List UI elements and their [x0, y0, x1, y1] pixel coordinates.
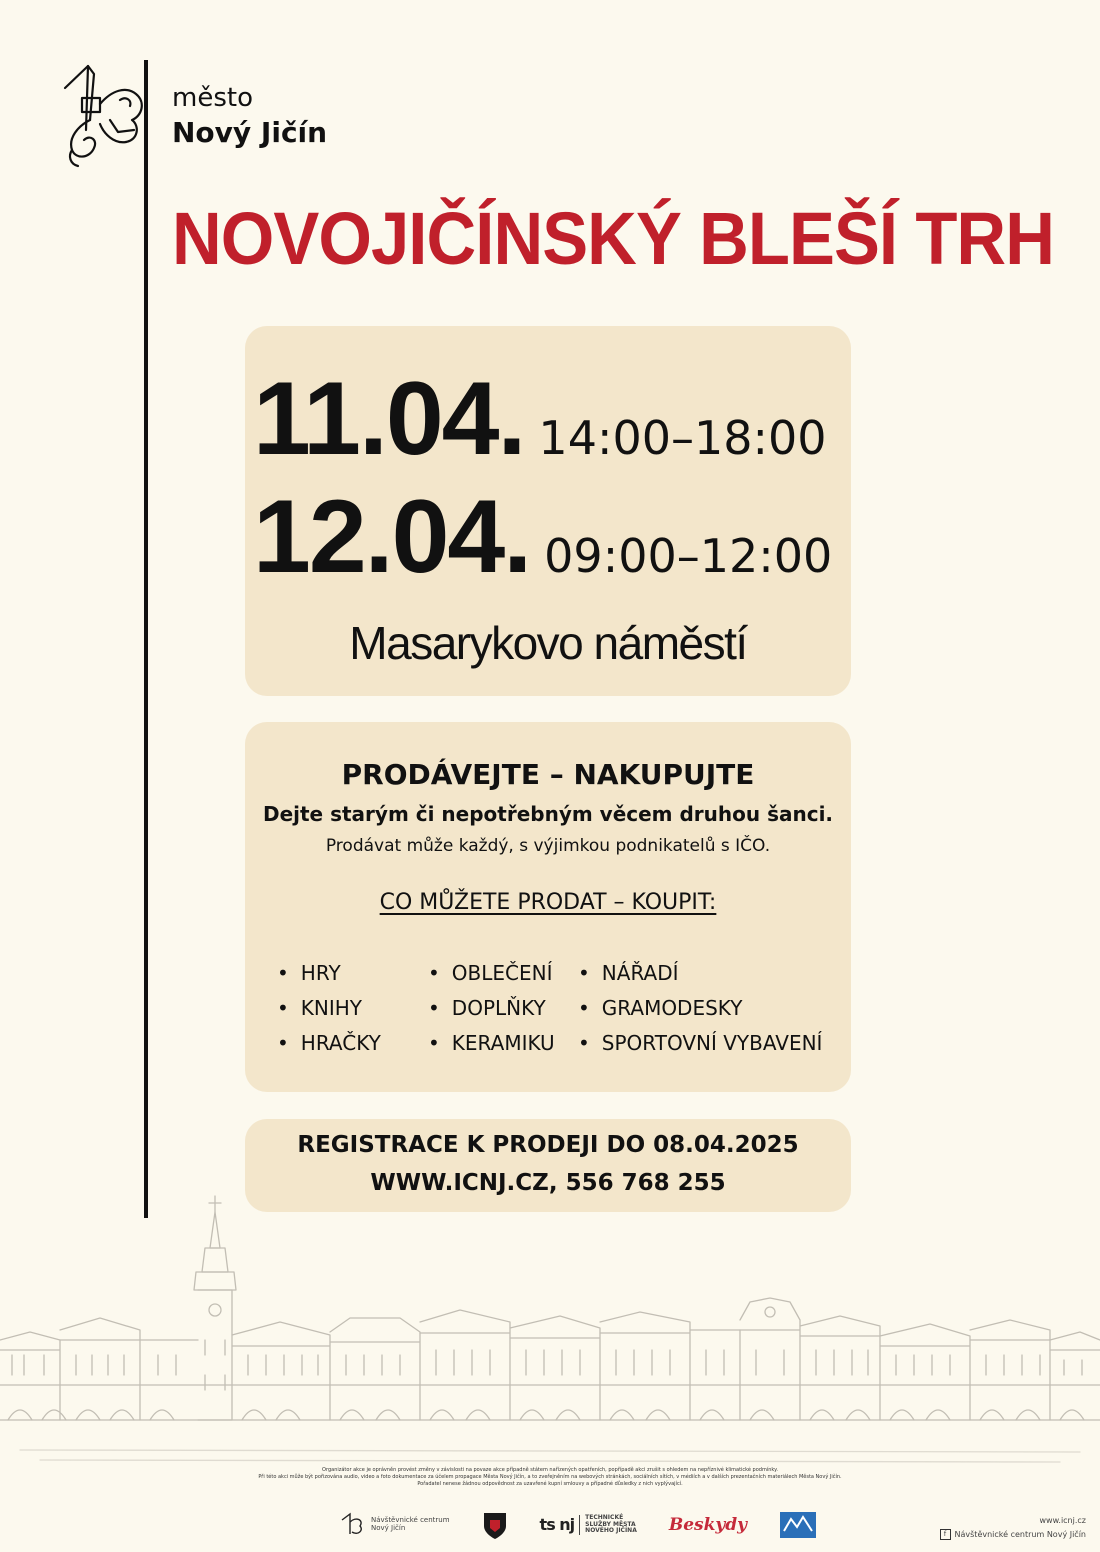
- list-item: • SPORTOVNÍ VYBAVENÍ: [578, 1026, 822, 1061]
- city-name: [172, 82, 327, 150]
- vertical-divider-line: [144, 60, 148, 1218]
- items-column-1: [277, 956, 381, 1061]
- town-skyline-illustration: [0, 1190, 1100, 1470]
- info-card: [245, 722, 851, 1092]
- city-line1: město: [172, 83, 253, 113]
- city-logo-icon: [60, 60, 150, 170]
- city-line2: Nový Jičín: [172, 115, 328, 149]
- schedule-time: 09:00–12:00: [544, 529, 833, 583]
- list-item: • KERAMIKU: [428, 1026, 555, 1061]
- schedule-date: 12.04.: [253, 479, 531, 595]
- disclaimer-line: Organizátor akce je oprávněn provést změny v závislosti na povaze akce případně státem nařízených opatřeních, popřípadě akci zrušit s ohledem na nepříznivé klimatické podmínky.: [322, 1467, 778, 1473]
- disclaimer-line: Pořadatel nenese žádnou odpovědnost za uzavřené kupní smlouvy a případné důsledky z nich vyplývající.: [417, 1481, 683, 1487]
- footer-contacts: [940, 1514, 1086, 1542]
- disclaimer: [150, 1467, 950, 1488]
- partner-beskydy-logo: Beskydy: [668, 1515, 748, 1535]
- list-item: • NÁŘADÍ: [578, 956, 822, 991]
- footer-facebook-row[interactable]: [940, 1528, 1086, 1542]
- police-badge-icon: [482, 1510, 508, 1540]
- schedule-date: 11.04.: [253, 361, 525, 477]
- visitor-center-logo-icon: [340, 1512, 366, 1538]
- registration-deadline: REGISTRACE K PRODEJI DO 08.04.2025: [297, 1132, 799, 1158]
- event-place: Masarykovo náměstí: [349, 617, 747, 669]
- items-column-2: [428, 956, 555, 1061]
- partner-nc-line2: Nový Jičín: [371, 1524, 406, 1532]
- list-item: • OBLEČENÍ: [428, 956, 555, 991]
- list-item: • GRAMODESKY: [578, 991, 822, 1026]
- list-item: • HRY: [277, 956, 381, 991]
- schedule-day-2: [253, 478, 832, 597]
- partner-ts-abbr: ts nj: [539, 1515, 575, 1535]
- footer-web[interactable]: www.icnj.cz: [1039, 1516, 1086, 1525]
- facebook-icon: f: [940, 1529, 951, 1540]
- footer-facebook: Návštěvnické centrum Nový Jičín: [954, 1530, 1086, 1539]
- schedule-card: [245, 326, 851, 696]
- partner-ts-line2: SLUŽBY MĚSTA: [585, 1520, 636, 1528]
- partner-ts-line1: TECHNICKÉ: [585, 1514, 624, 1522]
- partner-nc-line1: Návštěvnické centrum: [371, 1516, 450, 1525]
- schedule-day-1: [253, 360, 827, 479]
- info-heading: PRODÁVEJTE – NAKUPUJTE: [341, 758, 755, 791]
- list-item: • HRAČKY: [277, 1026, 381, 1061]
- tourism-region-logo-icon: [779, 1511, 817, 1539]
- registration-contact: WWW.ICNJ.CZ, 556 768 255: [370, 1170, 726, 1196]
- list-item: • DOPLŇKY: [428, 991, 555, 1026]
- partner-visitor-center: [340, 1512, 450, 1538]
- disclaimer-line: Při této akci může být pořizována audio, video a foto dokumentace za účelem propagace Města Nový Jičín, a to zveřejněním na webových stránkách, sociálních sítích, v médiích a v dalších prezentačních materiálech Města Nový Jičín.: [258, 1474, 842, 1480]
- schedule-time: 14:00–18:00: [538, 411, 827, 465]
- items-column-3: [578, 956, 822, 1061]
- items-list-title: CO MŮŽETE PRODAT – KOUPIT:: [379, 890, 717, 915]
- partner-logos: [340, 1505, 817, 1545]
- list-item: • KNIHY: [277, 991, 381, 1026]
- partner-ts-line3: NOVÉHO JIČÍNA: [585, 1527, 637, 1535]
- info-subheading: Dejte starým či nepotřebným věcem druhou šanci.: [262, 802, 834, 826]
- event-title: NOVOJIČÍNSKÝ BLEŠÍ TRH: [172, 197, 1054, 280]
- info-note: Prodávat může každý, s výjimkou podnikatelů s IČO.: [325, 836, 771, 856]
- partner-technical-services: [540, 1515, 637, 1535]
